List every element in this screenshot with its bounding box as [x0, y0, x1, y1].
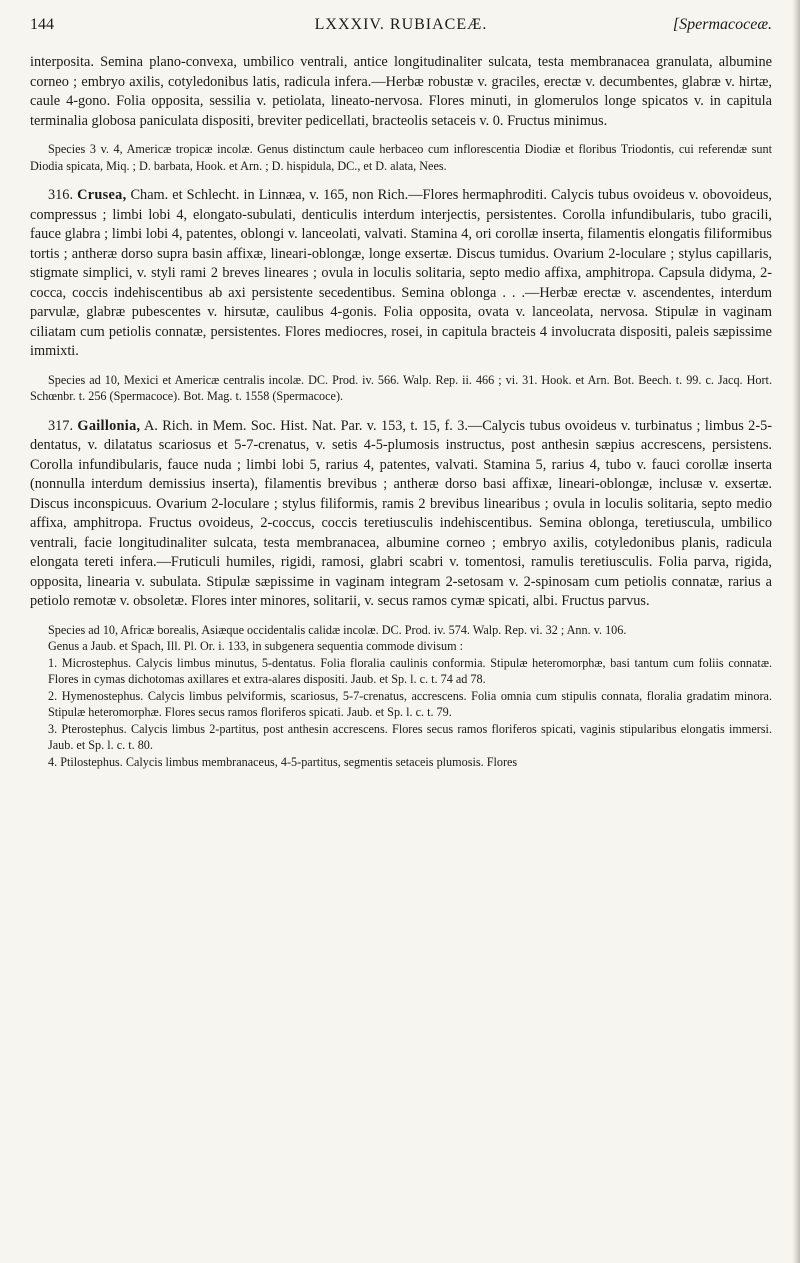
subgenus-item: 4. Ptilostephus. Calycis limbus membranaceus, 4-5-partitus, segmentis setaceis plumosis. Flores: [48, 754, 518, 769]
paragraph-continued-genus: interposita. Semina plano-convexa, umbilico ventrali, antice longitudinaliter sulcata, testa membranacea granulata, albumine corneo ; embryo axilis, cotyledonibus latis, radicula infera.—Herbæ robustæ v. graciles, erectæ v. decumbentes, glabræ v. hirtæ, caule 4-gono. Folia opposita, sessilia v. petiolata, lineato-nervosa. Flores minuti, in glomerulos longe spicatos v. in capitula terminalia globosa paniculata dispositi, breviter pedicellati, bracteolis setaceis v. 0. Fructus minimus.: [30, 54, 772, 129]
book-page: [30, 0, 772, 1263]
note-species-paragraph: Species 3 v. 4, Americæ tropicæ incolæ. Genus distinctum caule herbaceo cum inflorescentia Diodiæ et floribus Triodontis, cui referendæ sunt Diodia spicata, Miq. ; D. barbata, Hook. et Arn. ; D. hispidula, DC., et D. alata, Nees.: [30, 142, 772, 173]
page-header: [30, 16, 772, 42]
subgenus-item: 3. Pterostephus. Calycis limbus 2-partitus, post anthesin accrescens. Flores secus ramos floriferos spicati, vaginis stipularibus elongatis immersi. Jaub. et Sp. l. c. t. 80.: [48, 721, 772, 752]
genus-number: 317.: [48, 417, 74, 434]
note-species-paragraph: Species ad 10, Mexici et Americæ centralis incolæ. DC. Prod. iv. 566. Walp. Rep. ii. 466 ; vi. 31. Hook. et Arn. Bot. Beech. t. 99. c. Jacq. Hort. Schœnbr. t. 256 (Spermacoce). Bot. Mag. t. 1558 (Spermacoce).: [30, 372, 772, 403]
chapter-title: LXXXIV. RUBIACEÆ.: [314, 16, 488, 33]
subgenus-item: 2. Hymenostephus. Calycis limbus pelviformis, scariosus, 5-7-crenatus, accrescens. Folia omnia cum stipulis connata, floralia gradatim minora. Stipulæ heteromorphæ. Flores secus ramos floriferos spicati. Jaub. et Sp. l. c. t. 79.: [48, 688, 772, 719]
genus-description: Cham. et Schlecht. in Linnæa, v. 165, non Rich.—Flores hermaphroditi. Calycis tubus ovoideus v. obovoideus, compressus ; limbi lobi 4, elongato-subulati, denticulis interdum interjectis, persistentes. Corolla infundibularis, tubo gracili, fauce glabra ; limbi lobi 4, patentes, oblongi v. lanceolati, valvati. Stamina 4, ori corollæ inserta, filamentis elongatis filiformibus tortis ; antheræ dorso supra basin affixæ, lineari-oblongæ, longe exsertæ. Discus tumidus. Ovarium 2-loculare ; stylus capillaris, stigmate simplici, v. styli rami 2 breves lineares ; ovula in loculis solitaria, septo medio affixa, amphitropa. Capsula didyma, 2-cocca, coccis indehiscentibus ab axi persistente secedentibus. Semina oblonga . . .—Herbæ erectæ v. ascendentes, interdum parvulæ, glabræ pubescentes v. hirsutæ, caulibus 4-gonis. Folia opposita, ovata v. lanceolata, nervosa. Stipulæ in vaginam ciliatam cum petiolis connatæ, persistentes. Flores mediocres, rosei, in capitula bracteis 4 involucrata dispositi, paleis sæpissime immixti.: [30, 187, 772, 359]
note-genus-division: Genus a Jaub. et Spach, Ill. Pl. Or. i. 133, in subgenera sequentia commode divisum :: [48, 639, 463, 653]
genus-number: 316.: [48, 187, 74, 203]
note-species-paragraph: Species ad 10, Africæ borealis, Asiæque occidentalis calidæ incolæ. DC. Prod. iv. 574. Walp. Rep. vi. 32 ; Ann. v. 106.: [48, 622, 627, 637]
genus-name: Gaillonia,: [77, 417, 141, 434]
section-title: [Spermacoceæ.: [672, 16, 772, 33]
genus-name: Crusea,: [77, 187, 127, 203]
genus-gaillonia-paragraph: [30, 417, 772, 612]
genus-crusea-paragraph: [30, 186, 772, 362]
page-body: [30, 53, 772, 770]
subgenus-item: 1. Microstephus. Calycis limbus minutus, 5-dentatus. Folia floralia caulinis conformia. Stipulæ heteromorphæ, basi tantum cum foliis connatæ. Flores in cymas dichotomas axillares et extra-alares dispositi. Jaub. et Sp. l. c. t. 74 ad 78.: [48, 655, 772, 686]
page-number: 144: [30, 16, 54, 33]
genus-description: A. Rich. in Mem. Soc. Hist. Nat. Par. v. 153, t. 15, f. 3.—Calycis tubus ovoideus v. turbinatus ; limbus 2-5-dentatus, v. dilatatus scariosus et 5-7-crenatus, v. setis 4-5-plumosis instructus, post anthesin sæpius accrescens, persistens. Corolla infundibularis, fauce nuda ; limbi lobi 5, rarius 4, patentes, valvati. Stamina 5, rarius 4, tubo v. fauci corollæ inserta (nonnulla interdum demissius inserta), filamentis brevibus ; antheræ dorso basi affixæ, lineari-oblongæ, inclusæ v. exsertæ. Discus inconspicuus. Ovarium 2-loculare ; stylus filiformis, ramis 2 brevibus linearibus ; ovula in loculis solitaria, septo medio affixa, amphitropa. Fructus ovoideus, 2-coccus, coccis teretiusculis indehiscentibus. Semina oblonga, teretiuscula, umbilico ventrali, facie longitudinaliter sulcata, testa membranacea, albumine corneo ; embryo axilis, cotyledonibus planis, radicula elongata tereti infera.—Fruticuli humiles, rigidi, ramosi, glabri scabri v. tomentosi, ramulis teretiusculis. Folia parva, rigida, opposita, linearia v. subulata. Stipulæ sæpissime in vaginam integram 2-setosam v. 2-spinosam cum petiolis connatæ, rarius a petiolo remotæ v. obsoletæ. Flores inter minores, solitarii, v. secus ramos cymæ spicati, albi. Fructus parvus.: [30, 417, 772, 609]
page-edge-shadow: [792, 0, 800, 1263]
